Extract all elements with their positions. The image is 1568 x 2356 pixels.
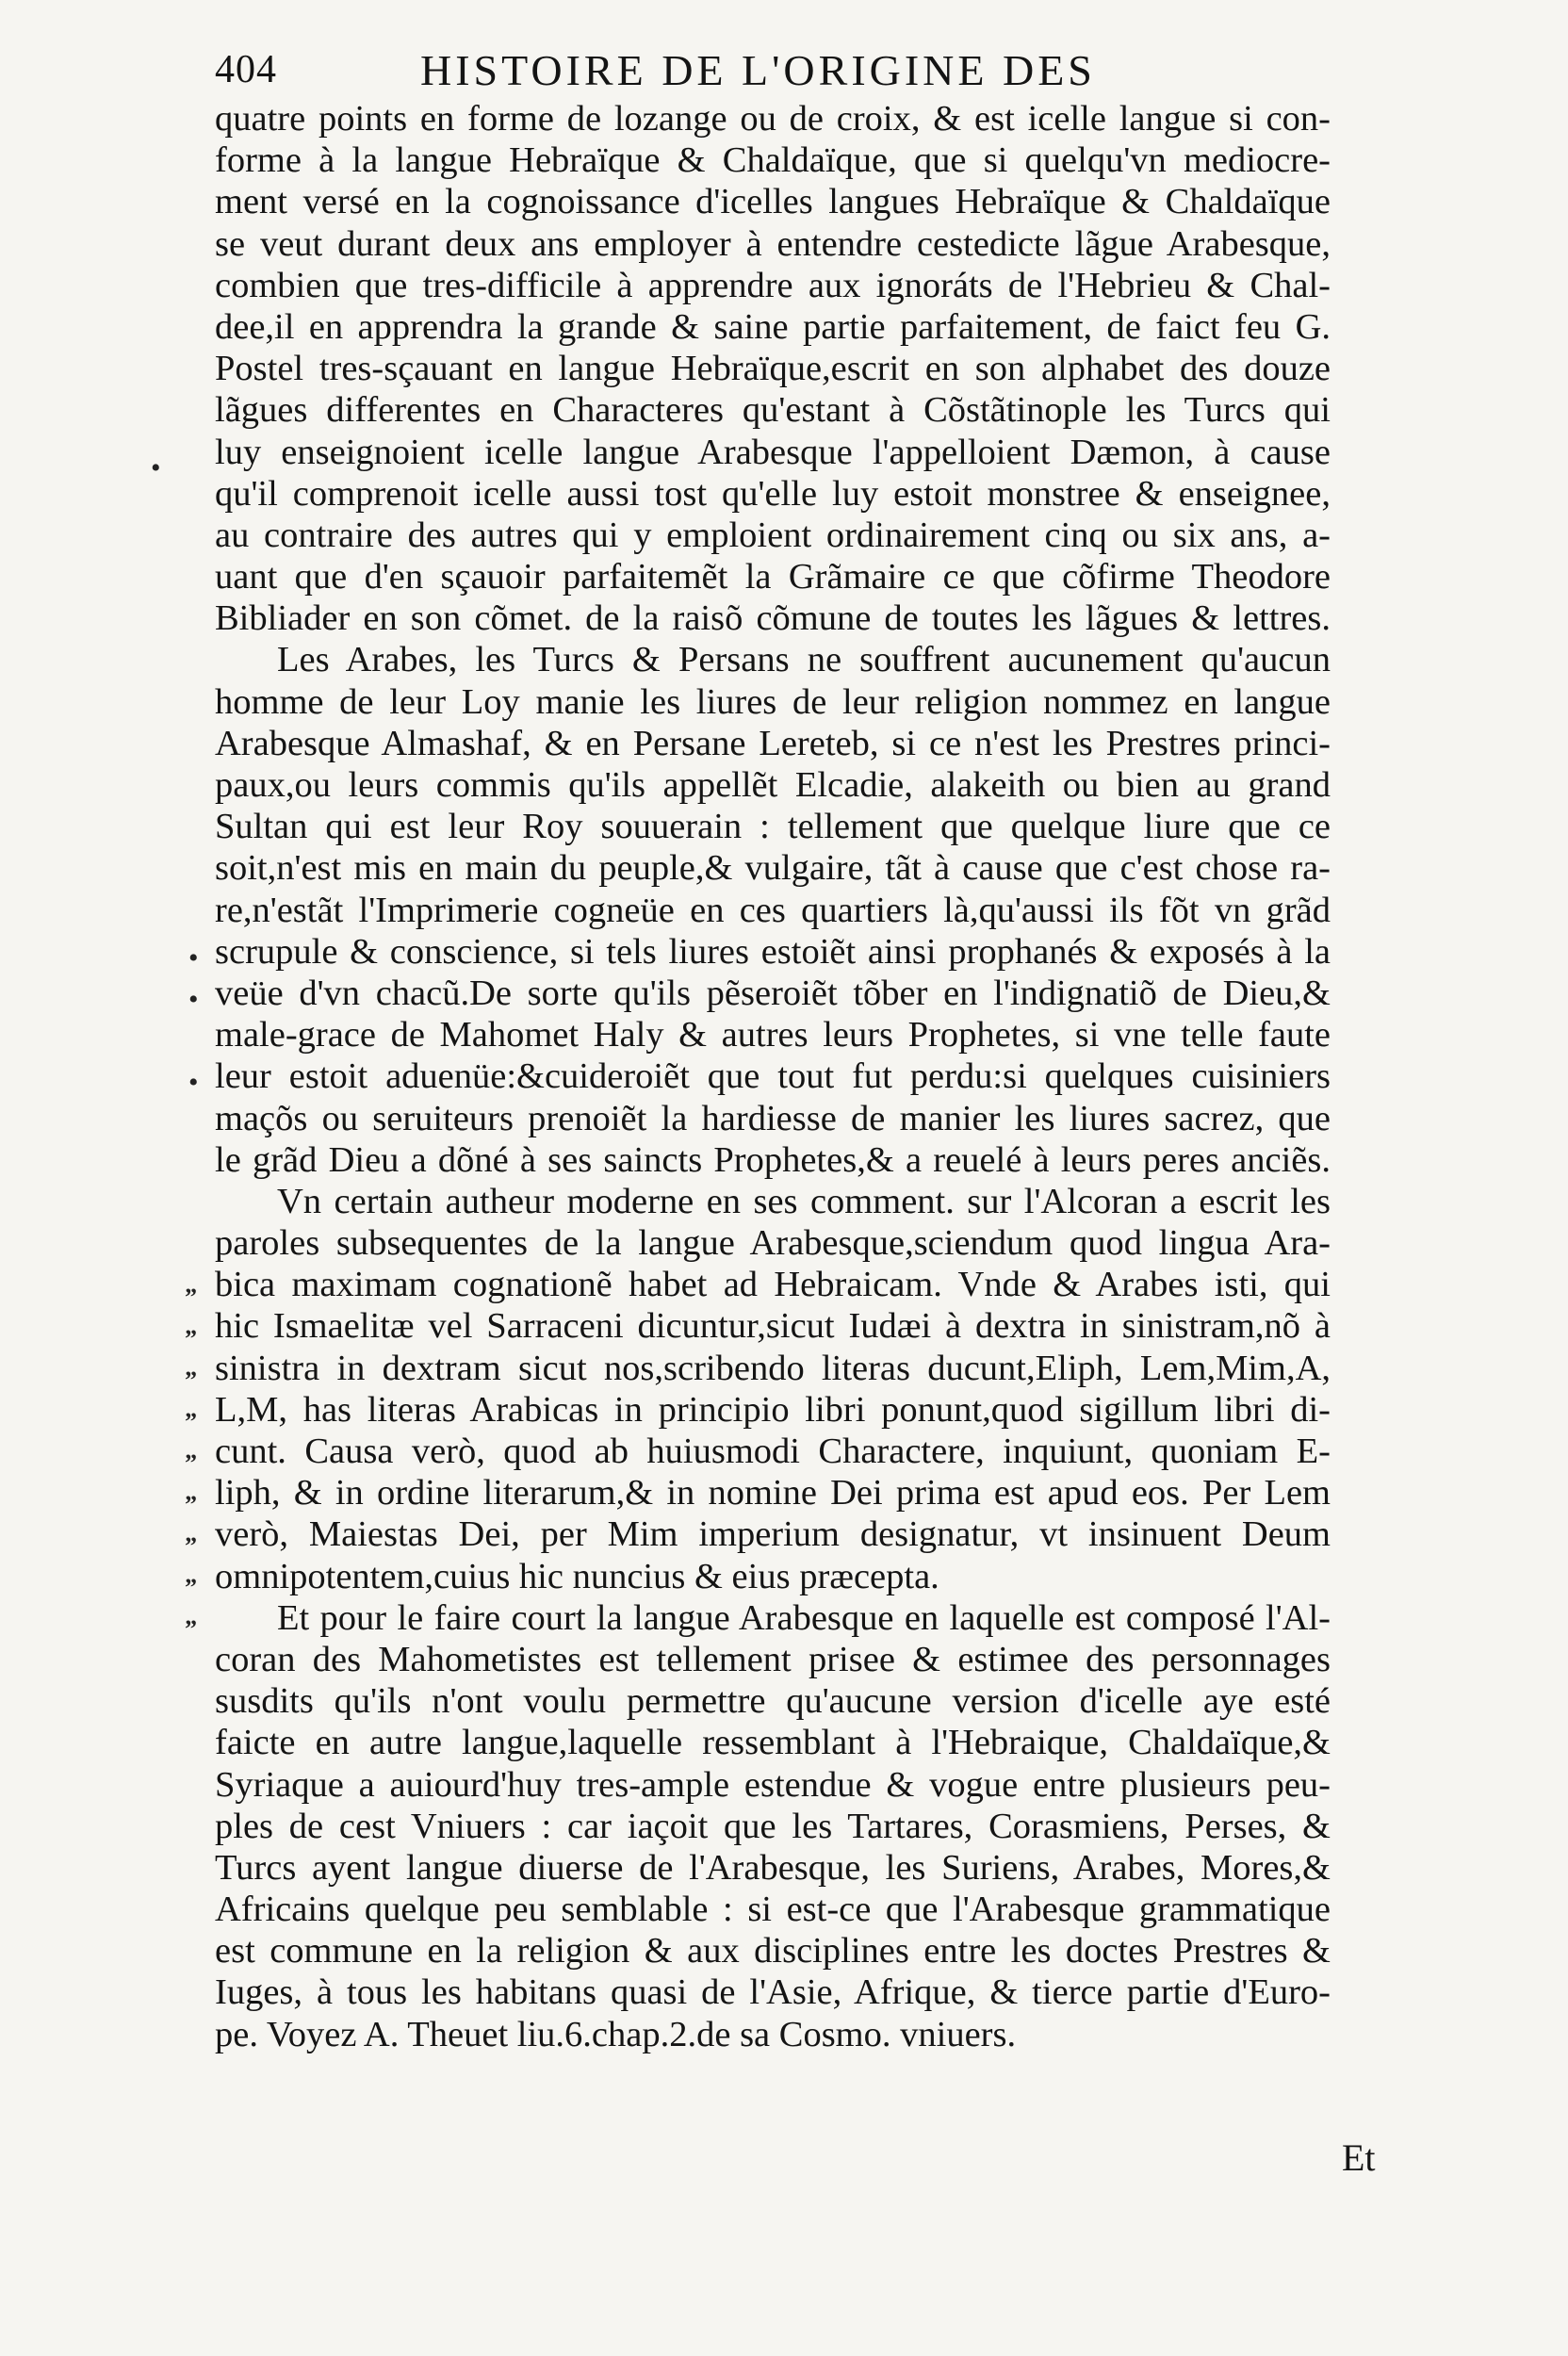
text-line: dee,il en apprendra la grande & saine partie parfaitement, de faict feu G. [215,306,1331,347]
quote-mark: ” [185,1325,195,1352]
text-line: le grãd Dieu a dõné à ses saincts Prophetes,& a reuelé à leurs peres anciẽs. [215,1139,1331,1180]
text-line: paux,ou leurs commis qu'ils appellẽt Elcadie, alakeith ou bien au grand [215,765,1331,805]
text-line: soit,n'est mis en main du peuple,& vulgaire, tãt à cause que c'est chose ra- [215,848,1331,889]
quoted-line: verò, Maiestas Dei, per Mim imperium designatur, vt insinuent Deum [215,1514,1331,1555]
body-text [215,98,1331,2055]
text-line: au contraire des autres qui y emploient ordinairement cinq ou six ans, a- [215,515,1331,555]
text-line: Arabesque Almashaf, & en Persane Lereteb, si ce n'est les Prestres princi- [215,723,1331,763]
quote-mark: ” [185,1574,195,1601]
quote-mark: ” [185,1408,195,1435]
text-line: se veut durant deux ans employer à entendre cestedicte lãgue Arabesque, [215,223,1331,264]
text-line: ment versé en la cognoissance d'icelles langues Hebraïque & Chaldaïque [215,182,1331,222]
catchword: Et [1342,2136,1376,2179]
quote-mark: ” [185,1366,195,1394]
text-line: re,n'estãt l'Imprimerie cogneüe en ces quartiers là,qu'aussi ils fõt vn grãd [215,890,1331,930]
text-line: quatre points en forme de lozange ou de croix, & est icelle langue si con- [215,99,1331,139]
quote-mark: ” [185,1284,195,1311]
text-line: uant que d'en sçauoir parfaitemẽt la Grãmaire ce que cõfirme Theodore [215,557,1331,597]
text-line: homme de leur Loy manie les liures de leur religion nommez en langue [215,681,1331,722]
text-line: faicte en autre langue,laquelle ressemblant à l'Hebraique, Chaldaïque,& [215,1723,1331,1763]
page-header [215,45,1327,102]
text-line: Sultan qui est leur Roy souuerain : tellement que quelque liure que ce [215,807,1331,847]
quote-mark: ” [185,1449,195,1477]
text-line: Postel tres-sçauant en langue Hebraïque,escrit en son alphabet des douze [215,349,1331,389]
quoted-line: omnipotentem,cuius hic nuncius & eius præcepta. [215,1556,939,1596]
text-line: est commune en la religion & aux disciplines entre les doctes Prestres & [215,1931,1331,1972]
text-line: paroles subsequentes de la langue Arabesque,sciendum quod lingua Ara- [215,1223,1331,1264]
text-line: male-grace de Mahomet Haly & autres leurs Prophetes, si vne telle faute [215,1015,1331,1055]
text-line: forme à la langue Hebraïque & Chaldaïque, que si quelqu'vn mediocre- [215,140,1331,181]
paragraph-start-line: Vn certain autheur moderne en ses comment. sur l'Alcoran a escrit les [277,1181,1331,1221]
text-line: leur estoit aduenüe:&cuideroiẽt que tout fut perdu:si quelques cuisiniers [215,1056,1331,1097]
text-line: Iuges, à tous les habitans quasi de l'Asie, Afrique, & tierce partie d'Euro- [215,1972,1331,2013]
text-line: scrupule & conscience, si tels liures estoiẽt ainsi prophanés & exposés à la [215,931,1331,972]
text-line: qu'il comprenoit icelle aussi tost qu'elle luy estoit monstree & enseignee, [215,473,1331,514]
text-line: coran des Mahometistes est tellement prisee & estimee des personnages [215,1639,1331,1679]
quote-mark: ” [185,1532,195,1560]
quoted-line: liph, & in ordine literarum,& in nomine Dei prima est apud eos. Per Lem [215,1473,1331,1513]
text-line: ples de cest Vniuers : car iaçoit que les Tartares, Corasmiens, Perses, & [215,1806,1331,1846]
quoted-line: cunt. Causa verò, quod ab huiusmodi Charactere, inquiunt, quoniam E- [215,1432,1331,1471]
margin-dot: • [188,1067,199,1098]
paragraph-start-line: Et pour le faire court la langue Arabesque en laquelle est composé l'Al- [277,1597,1331,1638]
text-line: pe. Voyez A. Theuet liu.6.chap.2.de sa Cosmo. vniuers. [215,2014,1017,2054]
text-line: maçõs ou seruiteurs prenoiẽt la hardiesse de manier les liures sacrez, que [215,1098,1331,1138]
text-line: lãgues differentes en Characteres qu'estant à Cõstãtinople les Turcs qui [215,390,1331,431]
text-line: Africains quelque peu semblable : si est-ce que l'Arabesque grammatique [215,1890,1331,1930]
paragraph-start-line: Les Arabes, les Turcs & Persans ne souffrent aucunement qu'aucun [277,640,1331,680]
page-number: 404 [215,48,277,91]
quote-mark: ” [185,1491,195,1518]
quoted-line: hic Ismaelitæ vel Sarraceni dicuntur,sicut Iudæi à dextra in sinistram,nõ à [215,1306,1331,1347]
margin-dot: • [188,942,199,973]
text-line: Bibliader en son cõmet. de la raisõ cõmune de toutes les lãgues & lettres. [215,598,1331,639]
text-line: Turcs ayent langue diuerse de l'Arabesque, les Suriens, Arabes, Mores,& [215,1847,1331,1888]
text-line: veüe d'vn chacũ.De sorte qu'ils pẽseroiẽt tõber en l'indignatiõ de Dieu,& [215,973,1331,1013]
quoted-line: bica maximam cognationẽ habet ad Hebraicam. Vnde & Arabes isti, qui [215,1265,1331,1305]
quoted-line: L,M, has literas Arabicas in principio libri ponunt,quod sigillum libri di- [215,1389,1331,1430]
margin-dot: • [151,452,161,483]
quoted-line: sinistra in dextram sicut nos,scribendo literas ducunt,Eliph, Lem,Mim,A, [215,1348,1331,1388]
running-title: HISTOIRE DE L'ORIGINE DES [420,46,1096,94]
quote-mark: ” [185,1615,195,1643]
text-line: susdits qu'ils n'ont voulu permettre qu'aucune version d'icelle aye esté [215,1681,1331,1722]
text-line: combien que tres-difficile à apprendre aux ignoráts de l'Hebrieu & Chal- [215,265,1331,305]
text-line: Syriaque a auiourd'huy tres-ample estendue & vogue entre plusieurs peu- [215,1764,1331,1805]
margin-dot: • [188,984,199,1015]
text-line: luy enseignoient icelle langue Arabesque l'appelloient Dæmon, à cause [215,432,1331,472]
